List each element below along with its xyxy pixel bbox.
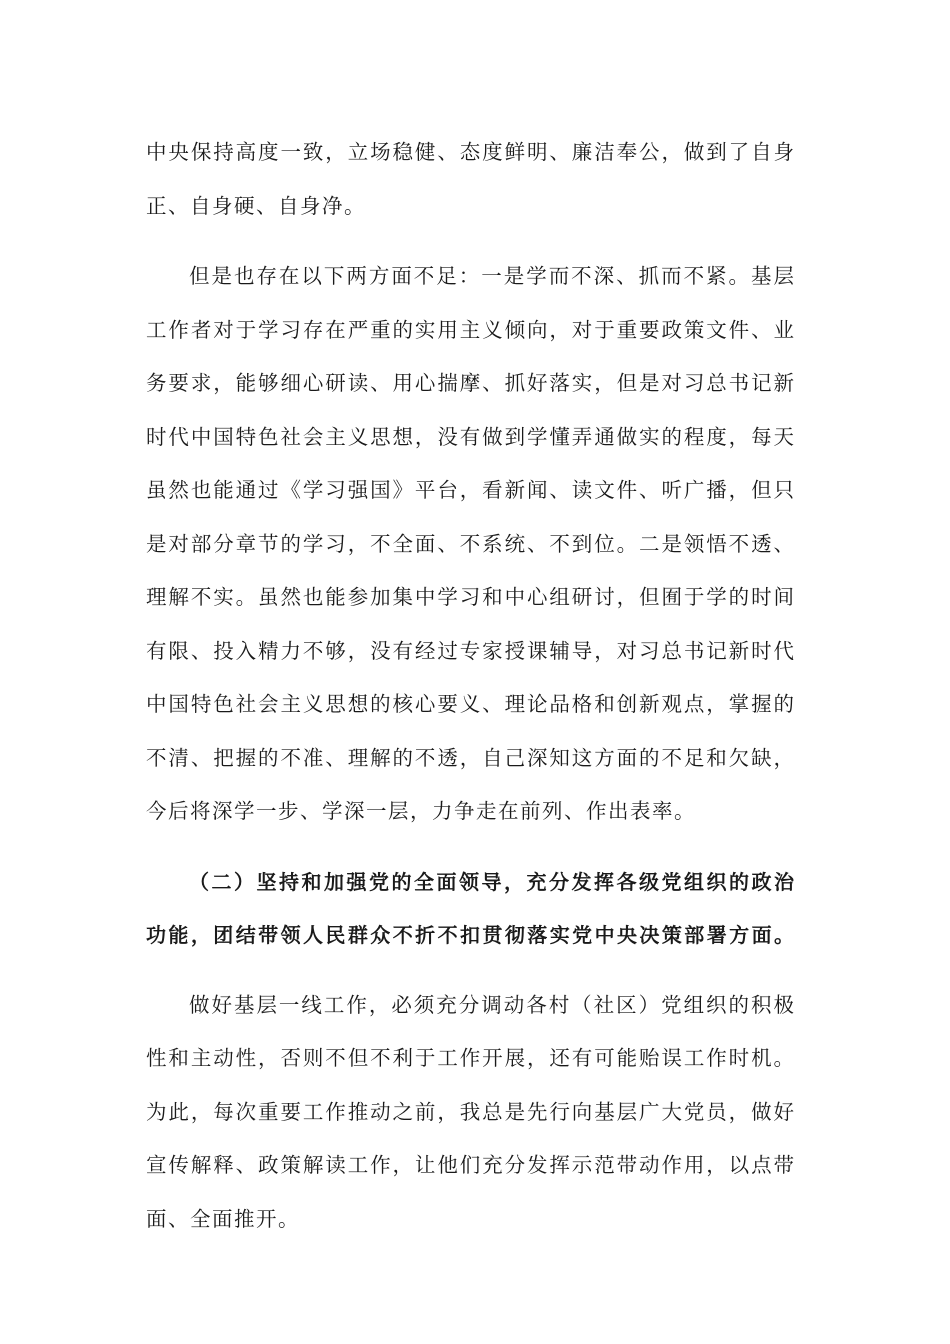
text-line: 做好基层一线工作，必须充分调动各村（社区）党组织的积极: [189, 992, 794, 1017]
text-line: 是对部分章节的学习，不全面、不系统、不到位。二是领悟不透、: [146, 531, 794, 556]
text-line: 有限、投入精力不够，没有经过专家授课辅导，对习总书记新时代: [146, 638, 794, 663]
heading-line: （二）坚持和加强党的全面领导，充分发挥各级党组织的政治: [189, 869, 794, 894]
section-heading: [146, 856, 794, 962]
heading-line: 功能，团结带领人民群众不折不扣贯彻落实党中央决策部署方面。: [146, 922, 794, 947]
text-line: 中国特色社会主义思想的核心要义、理论品格和创新观点，掌握的: [146, 692, 794, 716]
text-line: 时代中国特色社会主义思想，没有做到学懂弄通做实的程度，每天: [146, 424, 794, 449]
text-line: 性和主动性，否则不但不利于工作开展，还有可能贻误工作时机。: [146, 1046, 794, 1070]
text-line: 为此，每次重要工作推动之前，我总是先行向基层广大党员，做好: [146, 1099, 794, 1124]
text-line: 务要求，能够细心研读、用心揣摩、抓好落实，但是对习总书记新: [146, 371, 794, 395]
text-line: 但是也存在以下两方面不足：一是学而不深、抓而不紧。基层: [189, 264, 794, 288]
paragraph-shortcomings: [146, 250, 794, 839]
text-line: 中央保持高度一致，立场稳健、态度鲜明、廉洁奉公，做到了自身: [146, 140, 794, 164]
text-line: 不清、把握的不准、理解的不透，自己深知这方面的不足和欠缺，: [146, 745, 794, 770]
text-line: 理解不实。虽然也能参加集中学习和中心组研讨，但囿于学的时间: [146, 585, 794, 609]
text-line: 宣传解释、政策解读工作，让他们充分发挥示范带动作用，以点带: [146, 1153, 794, 1177]
text-line: 虽然也能通过《学习强国》平台，看新闻、读文件、听广播，但只: [146, 478, 794, 502]
text-line: 工作者对于学习存在严重的实用主义倾向，对于重要政策文件、业: [146, 317, 794, 342]
document-page: [146, 126, 794, 1263]
text-line: 今后将深学一步、学深一层，力争走在前列、作出表率。: [146, 799, 696, 823]
text-line: 面、全面推开。: [146, 1206, 300, 1231]
text-line: 正、自身硬、自身净。: [146, 193, 366, 218]
paragraph-grassroots-work: [146, 979, 794, 1247]
paragraph-continuation: [146, 126, 794, 233]
